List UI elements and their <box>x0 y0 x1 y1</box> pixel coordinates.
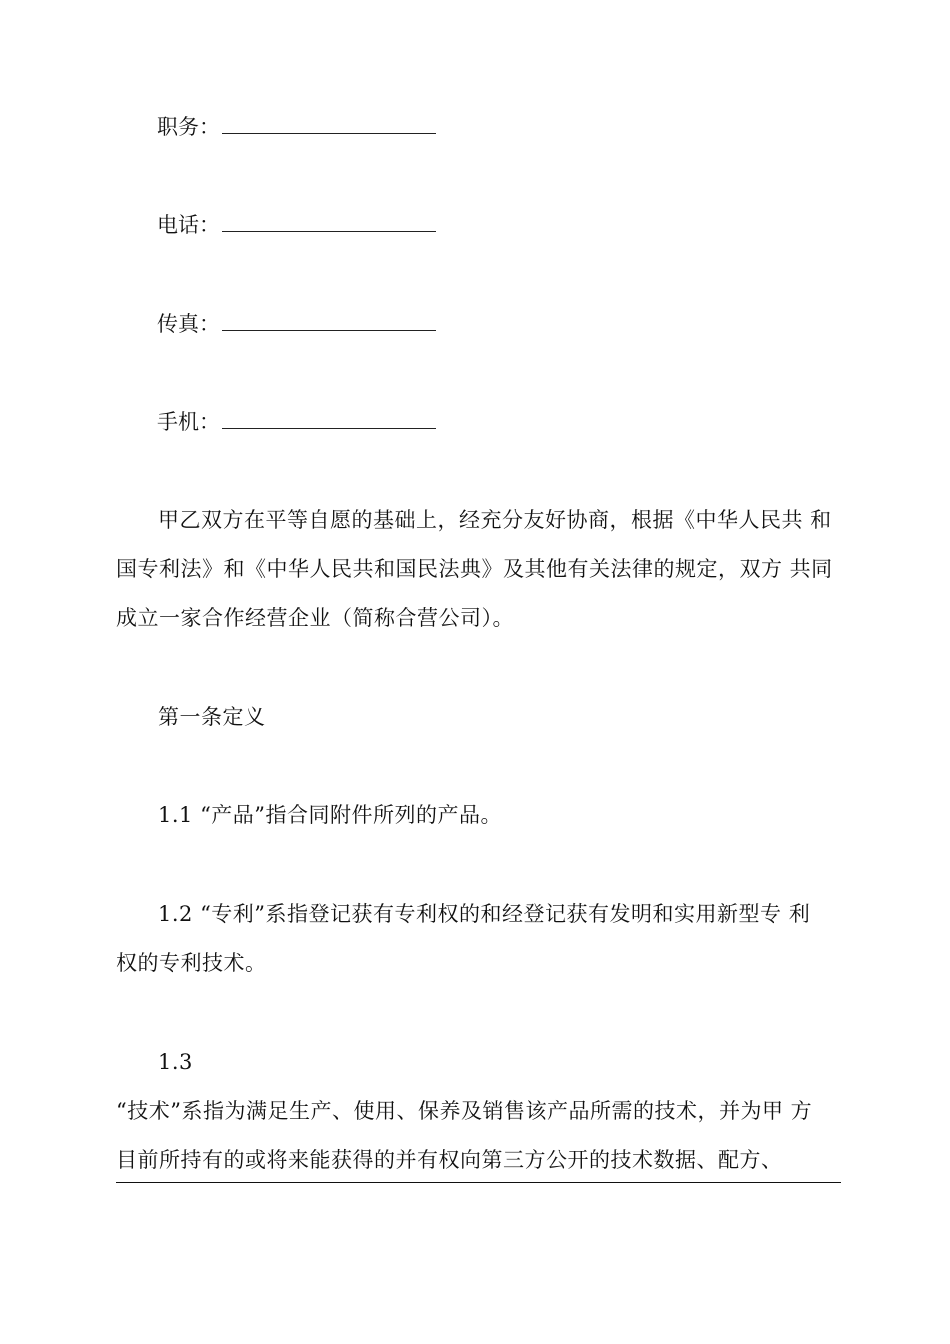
field-mobile-label: 手机： <box>157 410 220 434</box>
field-position-label: 职务： <box>157 115 220 139</box>
intro-line-2: 国专利法》和《中华人民共和国民法典》及其他有关法律的规定，双方 共同 <box>116 557 833 581</box>
clause-1-3-line-2: 目前所持有的或将来能获得的并有权向第三方公开的技术数据、配方、 <box>116 1148 783 1172</box>
field-phone <box>157 210 436 240</box>
clause-1-3-line-1: “技术”系指为满足生产、使用、保养及销售该产品所需的技术，并为甲 方 <box>116 1099 813 1123</box>
intro-line-3: 成立一家合作经营企业（简称合营公司）。 <box>116 606 514 630</box>
field-position-blank[interactable] <box>222 115 436 134</box>
clause-1-2-line-1: 1.2 “专利”系指登记获有专利权的和经登记获有发明和实用新型专 利 <box>158 902 811 926</box>
field-position <box>157 112 436 142</box>
clause-1-3-number: 1.3 <box>158 1050 193 1074</box>
field-phone-blank[interactable] <box>222 213 436 232</box>
article-title: 第一条定义 <box>158 705 266 729</box>
footer-divider <box>116 1182 841 1183</box>
field-fax-blank[interactable] <box>222 312 436 331</box>
field-mobile-blank[interactable] <box>222 410 436 429</box>
field-phone-label: 电话： <box>157 213 220 237</box>
intro-line-1: 甲乙双方在平等自愿的基础上，经充分友好协商，根据《中华人民共 和 <box>158 508 832 532</box>
field-mobile <box>157 407 436 437</box>
field-fax <box>157 309 436 339</box>
clause-1-2-line-2: 权的专利技术。 <box>116 951 267 975</box>
clause-1-1: 1.1 “产品”指合同附件所列的产品。 <box>158 803 503 827</box>
field-fax-label: 传真： <box>157 312 220 336</box>
